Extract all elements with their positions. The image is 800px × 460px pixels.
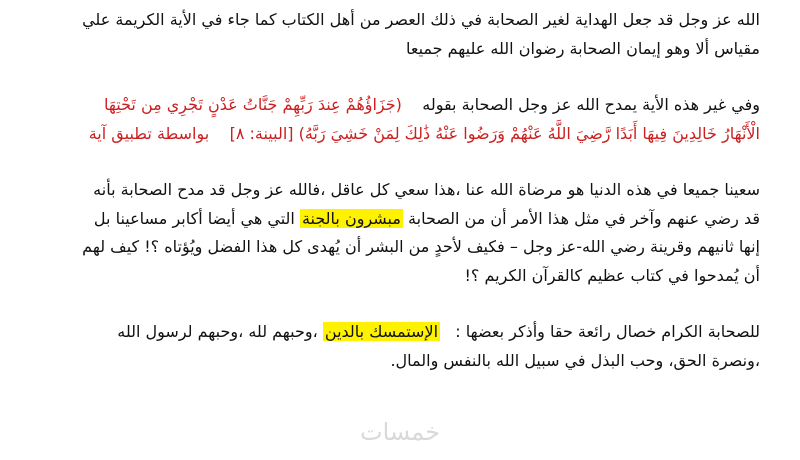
- paragraph-4-line-2: ،ونصرة الحق، وحب البذل في سبيل الله بالنفس والمال.: [390, 350, 760, 370]
- paragraph-3-line-2-end: التي هي أيضا أكابر مساعينا بل: [93, 208, 295, 228]
- document-body: [40, 6, 760, 375]
- paragraph-spacer: [40, 148, 760, 176]
- paragraph-1-line-1: الله عز وجل قد جعل الهداية لغير الصحابة في ذلك العصر من أهل الكتاب كما جاء في الأية الكريمة علي: [82, 10, 760, 29]
- paragraph-3-line-3: إنها ثانيهم وقرينة رضي الله-عز وجل – فكيف لأحدٍ من البشر أن يُهدى كل هذا الفضل ويُؤتاه ؟! كيف لهم: [82, 237, 760, 256]
- highlighted-phrase-deen: الإستمسك بالدين: [324, 322, 439, 341]
- paragraph-2: [40, 91, 760, 148]
- paragraph-3-line-1: سعينا جميعا في هذه الدنيا هو مرضاة الله عنا ،هذا سعي كل عاقل ،فالله عز وجل قد مدح الصحابة بأنه: [93, 180, 760, 199]
- highlighted-phrase-jannah: مبشرون بالجنة: [301, 208, 401, 228]
- paragraph-1-line-2: مقياس ألا وهو إيمان الصحابة رضوان الله عليهم جميعا: [405, 38, 760, 58]
- khamsat-watermark: خمسات: [359, 418, 441, 446]
- paragraph-4-line-1-end: ،وحبهم لله ،وحبهم لرسول الله: [117, 322, 318, 341]
- quran-verse-part-2: الْأَنْهَارُ خَالِدِينَ فِيهَا أَبَدًا رَّضِيَ اللَّهُ عَنْهُمْ وَرَضُوا عَنْهُ ذَٰلِكَ لِمَنْ خَشِيَ رَبَّهُ) [البينة: ٨]: [229, 123, 760, 143]
- paragraph-3: [40, 176, 760, 290]
- paragraph-3-line-2-start: قد رضي عنهم وآخر في مثل هذا الأمر أن من الصحابة: [408, 208, 760, 228]
- paragraph-3-line-4: أن يُمدحوا في كتاب عظيم كالقرآن الكريم ؟!: [464, 265, 760, 285]
- verse-app-note: بواسطة تطبيق آية: [88, 123, 210, 143]
- quran-verse-part-1: (جَزَاؤُهُمْ عِندَ رَبِّهِمْ جَنَّاتُ عَدْنٍ تَجْرِي مِن تَحْتِهَا: [104, 95, 402, 114]
- paragraph-4-line-1-start: للصحابة الكرام خصال رائعة حقا وأذكر بعضها :: [455, 322, 760, 341]
- paragraph-4: [40, 318, 760, 375]
- paragraph-1: [40, 6, 760, 63]
- paragraph-spacer: [40, 290, 760, 318]
- paragraph-spacer: [40, 63, 760, 91]
- paragraph-2-intro: وفي غير هذه الأية يمدح الله عز وجل الصحابة بقوله: [422, 95, 760, 114]
